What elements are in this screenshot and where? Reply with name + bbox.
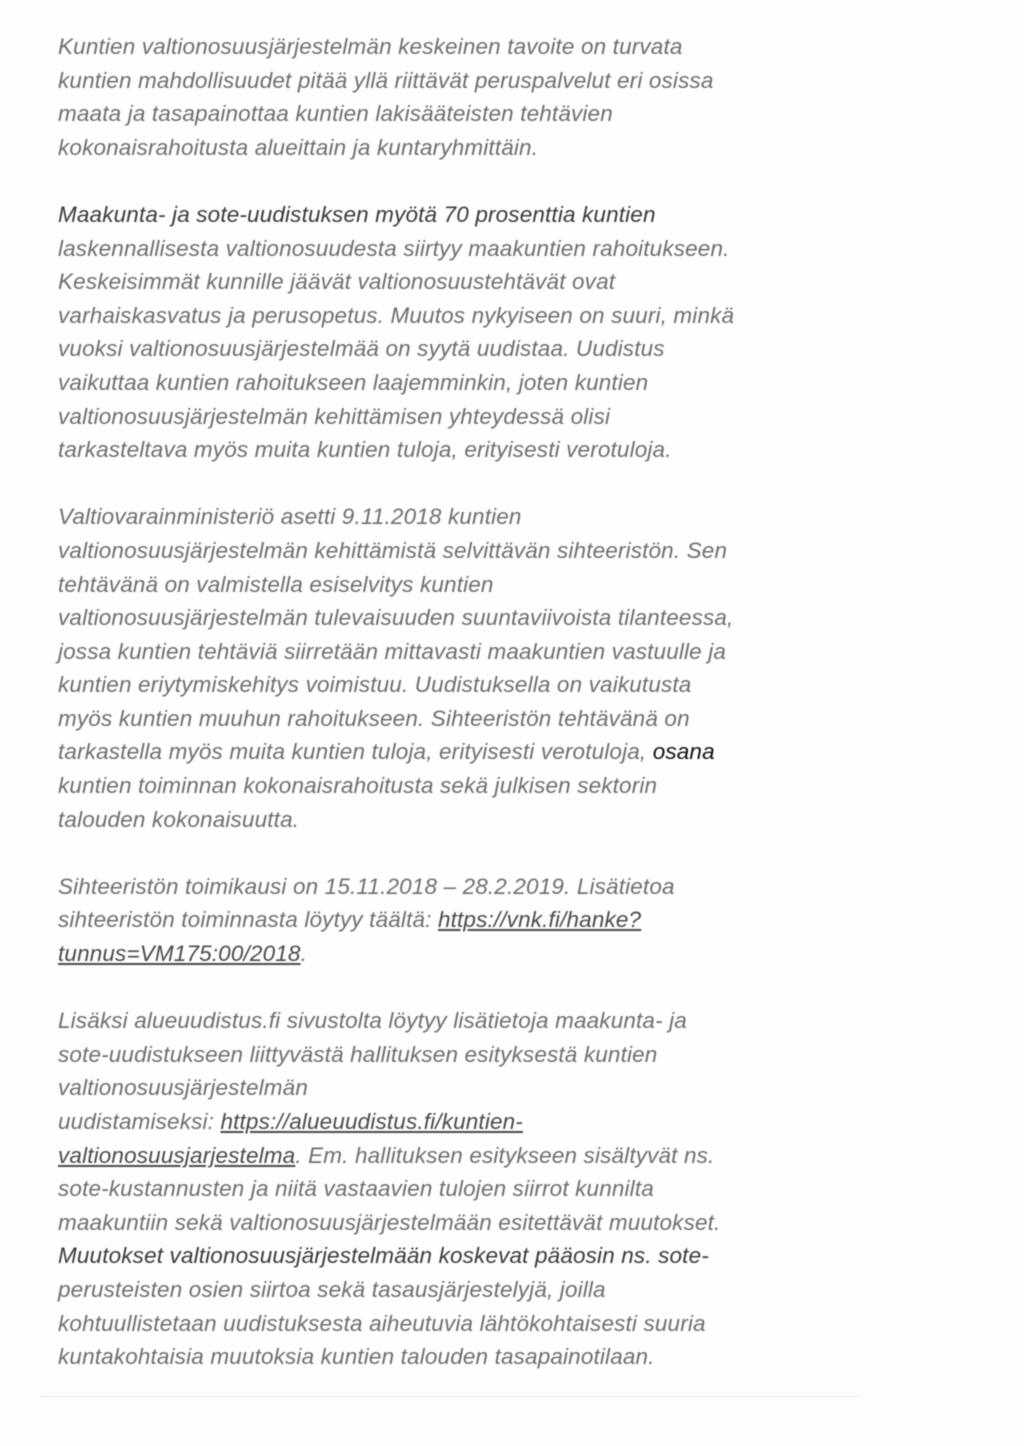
text-line: varhaiskasvatus ja perusopetus. Muutos nykyiseen on suuri, minkä [58, 302, 735, 328]
text-line: kuntien toiminnan kokonaisrahoitusta sekä julkisen sektorin [58, 773, 658, 799]
text-line: Lisäksi alueuudistus.fi sivustolta löytyy lisätietoja maakunta- ja [58, 1008, 687, 1034]
text-line: tarkasteltava myös muita kuntien tuloja, erityisesti verotuloja. [58, 437, 672, 463]
text-line: valtionosuusjärjestelmän kehittämistä selvittävän sihteeristön. Sen [58, 537, 728, 563]
paragraph-alueuudistus [58, 1004, 948, 1374]
text-line: sote-uudistukseen liittyvästä hallituksen esityksestä kuntien [58, 1041, 658, 1067]
text-line: sote-kustannusten ja niitä vastaavien tulojen siirrot kunnilta [58, 1176, 654, 1202]
paragraph-term [58, 870, 948, 971]
text-line: jossa kuntien tehtäviä siirretään mittavasti maakuntien vastuulle ja [58, 638, 727, 664]
text-line: maata ja tasapainottaa kuntien lakisääteisten tehtävien [58, 101, 613, 127]
vnk-hanke-link-continued[interactable]: tunnus=VM175:00/2018 [58, 941, 301, 967]
text-line: tehtävänä on valmistella esiselvitys kuntien [58, 571, 494, 597]
text-line: perusteisten osien siirtoa sekä tasausjärjestelyjä, joilla [58, 1276, 606, 1302]
paragraph-reform [58, 198, 948, 467]
text-line: uudistamiseksi: [58, 1109, 221, 1134]
text-line: vuoksi valtionosuusjärjestelmää on syytä uudistaa. Uudistus [58, 336, 665, 362]
document-body [58, 30, 948, 1407]
alueuudistus-link-continued[interactable]: valtionosuusjarjestelma [58, 1142, 296, 1168]
text-line: Sihteeristön toimikausi on 15.11.2018 – 28.2.2019. Lisätietoa [58, 873, 675, 899]
paragraph-objective [58, 30, 948, 164]
text-line: Maakunta- ja sote-uudistuksen myötä 70 prosenttia kuntien [58, 201, 656, 227]
text-line: Kuntien valtionosuusjärjestelmän keskeinen tavoite on turvata [58, 34, 683, 59]
text-line: . Em. hallituksen esitykseen sisältyvät ns. [295, 1142, 715, 1168]
text-line: Valtiovarainministeriö asetti 9.11.2018 kuntien [58, 504, 522, 530]
paragraph-secretariat [58, 500, 948, 836]
text-line: kuntakohtaisia muutoksia kuntien talouden tasapainotilaan. [58, 1344, 655, 1370]
text-line: tarkastella myös muita kuntien tuloja, erityisesti verotuloja, [58, 739, 653, 765]
text-line: kohtuullistetaan uudistuksesta aiheutuvia lähtökohtaisesti suuria [58, 1310, 706, 1336]
text-line: laskennallisesta valtionosuudesta siirtyy maakuntien rahoitukseen. [58, 235, 730, 261]
alueuudistus-link[interactable]: https://alueuudistus.fi/kuntien- [220, 1109, 523, 1134]
text-line: maakuntiin sekä valtionosuusjärjestelmään esitettävät muutokset. [58, 1209, 721, 1235]
faded-bottom-line [40, 1396, 860, 1397]
text-line: kuntien mahdollisuudet pitää yllä riittävät peruspalvelut eri osissa [58, 67, 714, 93]
text-line: valtionosuusjärjestelmän kehittämisen yhteydessä olisi [58, 403, 611, 429]
text-line: valtionosuusjärjestelmän tulevaisuuden suuntaviivoista tilanteessa, [58, 605, 734, 631]
text-line: vaikuttaa kuntien rahoitukseen laajemminkin, joten kuntien [58, 369, 649, 395]
text-line: . [300, 941, 307, 967]
text-line: myös kuntien muuhun rahoitukseen. Sihteeristön tehtävänä on [58, 705, 690, 731]
vnk-hanke-link[interactable]: https://vnk.fi/hanke? [437, 907, 642, 933]
emphasized-word: osana [652, 739, 715, 765]
text-line: Keskeisimmät kunnille jäävät valtionosuustehtävät ovat [58, 269, 616, 295]
text-line: talouden kokonaisuutta. [58, 806, 300, 832]
text-line: Muutokset valtionosuusjärjestelmään koskevat pääosin ns. sote- [58, 1243, 709, 1269]
text-line: kokonaisrahoitusta alueittain ja kuntaryhmittäin. [58, 134, 539, 160]
text-line: valtionosuusjärjestelmän [58, 1075, 308, 1101]
text-line: kuntien eriytymiskehitys voimistuu. Uudistuksella on vaikutusta [58, 672, 692, 698]
text-line: sihteeristön toiminnasta löytyy täältä: [58, 907, 438, 933]
